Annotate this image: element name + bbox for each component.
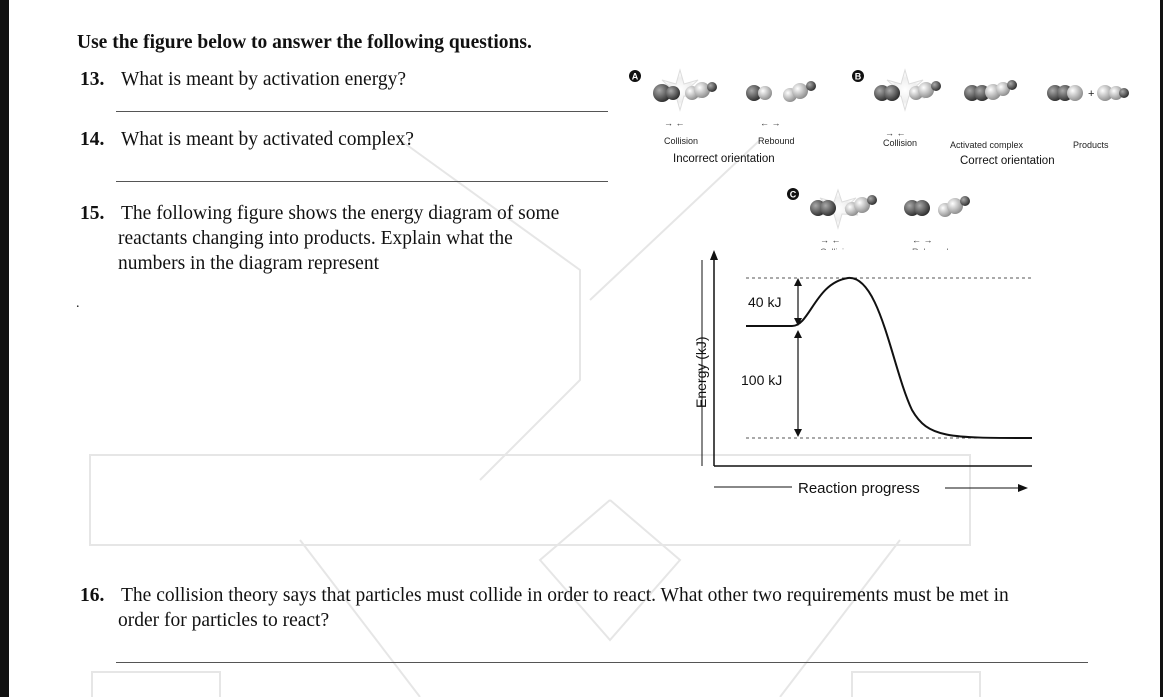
question-text: What is meant by activation energy?: [121, 69, 406, 90]
energy-change-label: 100 kJ: [741, 372, 783, 388]
panel-marker-c-label: C: [789, 189, 797, 200]
label-incorrect-orientation: Incorrect orientation: [673, 153, 775, 165]
question-text-line-1: The following figure shows the energy diagram of some: [121, 203, 560, 224]
label-products: Products: [1073, 140, 1109, 150]
svg-text:← →: ← →: [912, 235, 933, 245]
energy-diagram: [680, 248, 1040, 503]
question-14: [80, 127, 414, 152]
answer-line-14[interactable]: [116, 181, 608, 182]
question-text-line-2: order for particles to react?: [118, 610, 330, 631]
dark-molecule-icon: [820, 200, 836, 216]
svg-text:→ ←: → ←: [885, 128, 906, 138]
panel-marker-b-label: B: [854, 71, 862, 82]
question-16: [80, 583, 1090, 633]
answer-line-16[interactable]: [116, 662, 1088, 663]
question-number: 16.: [80, 585, 105, 606]
question-15: [80, 201, 610, 276]
x-axis-arrow-icon: [1018, 484, 1028, 492]
answer-line-13[interactable]: [116, 111, 608, 112]
activation-energy-label: 40 kJ: [748, 294, 782, 310]
instructions-heading: Use the figure below to answer the following questions.: [77, 32, 532, 53]
panel-marker-a-label: A: [631, 71, 639, 82]
left-border-bar: [0, 0, 9, 697]
question-number: 14.: [80, 129, 105, 150]
question-number: 15.: [80, 203, 105, 224]
label-collision-a: Collision: [664, 136, 699, 146]
svg-text:← →: ← →: [760, 118, 781, 128]
question-text: What is meant by activated complex?: [121, 129, 414, 150]
svg-text:→ ←: → ←: [820, 235, 841, 245]
plus-sign: +: [1088, 88, 1095, 100]
label-activated-complex: Activated complex: [950, 140, 1024, 150]
dark-molecule-icon: [884, 85, 900, 101]
energy-curve: [746, 278, 1032, 438]
label-correct-orientation: Correct orientation: [960, 155, 1055, 167]
question-text-line-2: reactants changing into products. Explain what the: [118, 228, 513, 249]
question-text-line-3: numbers in the diagram represent: [118, 253, 379, 274]
x-axis-label: Reaction progress: [798, 480, 920, 497]
label-collision-b: Collision: [883, 138, 918, 148]
stray-dot: .: [76, 296, 80, 311]
panel-a: [629, 70, 816, 165]
question-text-line-1: The collision theory says that particles must collide in order to react. What other two requirements must be met in: [121, 585, 1009, 606]
panel-c: [787, 188, 970, 257]
question-13: [80, 67, 406, 92]
panel-b: [852, 70, 1129, 167]
y-axis-label: Energy (kJ): [693, 336, 709, 408]
svg-text:→ ←: → ←: [664, 118, 685, 128]
question-number: 13.: [80, 69, 105, 90]
label-rebound-a: Rebound: [758, 136, 795, 146]
